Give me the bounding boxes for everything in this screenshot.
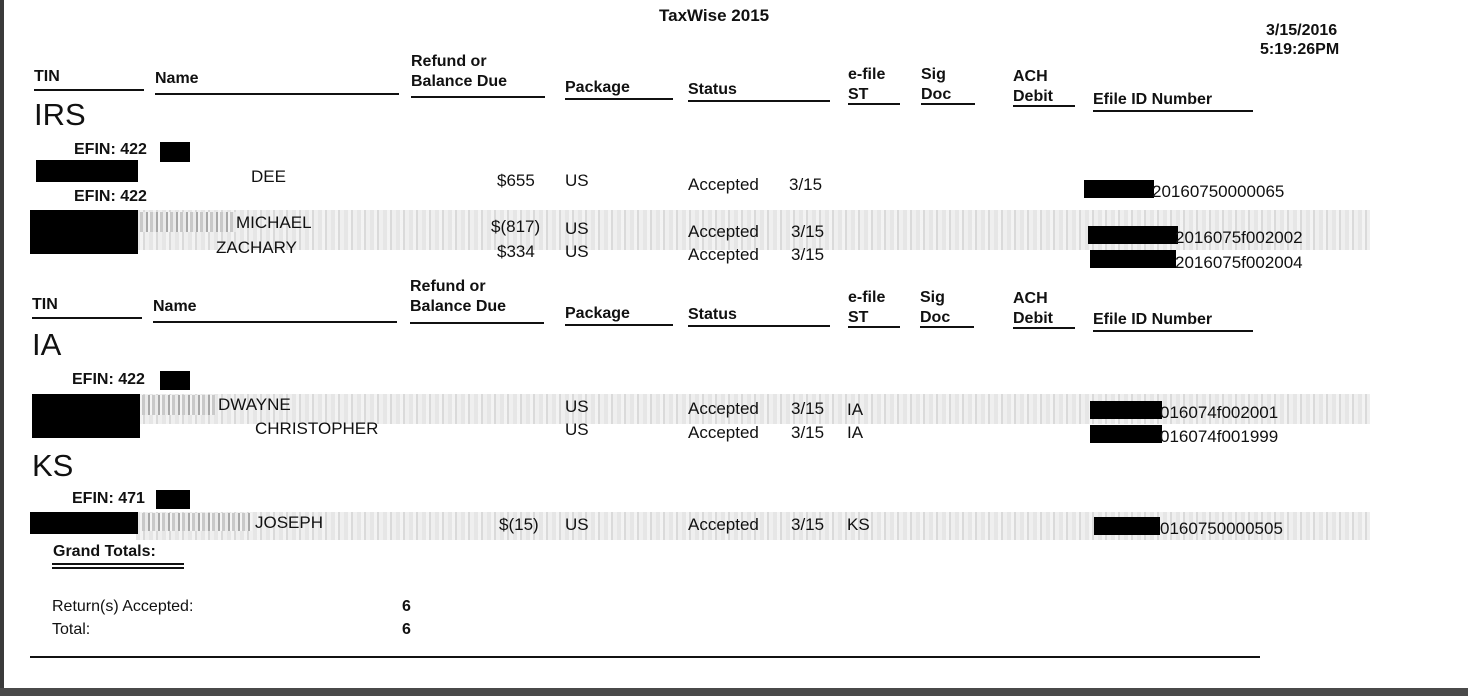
row-name: DWAYNE (218, 395, 291, 414)
section-title-irs: IRS (34, 97, 86, 132)
row-status: Accepted (688, 245, 759, 264)
col-tin (34, 67, 144, 91)
row-amount: $(15) (499, 515, 539, 534)
col-ach-debit (1013, 67, 1075, 107)
col-efile-line1: e-file (848, 289, 886, 306)
row-name: JOSEPH (255, 513, 324, 532)
efin-label-ia: EFIN: 422 (72, 371, 145, 388)
blurred-last-name (142, 395, 216, 415)
col-sig-line2: Doc (921, 86, 952, 103)
row-package: US (565, 420, 589, 439)
row-efile-id: 0160750000505 (1160, 519, 1283, 538)
row-date: 3/15 (791, 399, 825, 418)
redaction-tin (32, 394, 140, 438)
row-date: 3/15 (791, 245, 825, 264)
col-sig-doc (920, 288, 974, 328)
row-efile-st: IA (847, 400, 864, 419)
row-amount: $655 (497, 171, 535, 190)
col-sig-line1: Sig (920, 289, 945, 306)
col-name (155, 69, 399, 95)
col-status-label: Status (688, 81, 737, 98)
efin-label-irs-1: EFIN: 422 (74, 141, 147, 158)
row-status: Accepted (688, 222, 759, 241)
redaction-efile-id (1094, 517, 1160, 535)
row-package: US (565, 515, 589, 534)
col-efile-line2: ST (848, 309, 869, 326)
col-sig-doc (921, 65, 975, 105)
row-date: 3/15 (791, 423, 825, 442)
col-tin-label: TIN (34, 68, 60, 85)
redaction-efin-irs-1 (160, 142, 190, 162)
row-package: US (565, 242, 589, 261)
report-time: 5:19:26PM (1260, 41, 1340, 58)
col-name-label: Name (155, 70, 199, 87)
row-date: 3/15 (791, 515, 825, 534)
accepted-value: 6 (402, 598, 411, 615)
efin-label-irs-2: EFIN: 422 (74, 188, 147, 205)
efin-label-ks: EFIN: 471 (72, 490, 145, 507)
col-refund (411, 52, 545, 98)
col-status (688, 305, 830, 327)
row-status: Accepted (688, 175, 759, 194)
row-efile-id: 20160750000065 (1152, 182, 1285, 201)
blurred-last-name (142, 513, 252, 531)
col-ach-line2: Debit (1013, 310, 1053, 327)
col-efile-line1: e-file (848, 66, 886, 83)
col-package (565, 78, 673, 100)
redaction-efile-id (1084, 180, 1154, 198)
total-value: 6 (402, 621, 411, 638)
col-refund-line1: Refund or (411, 53, 487, 70)
col-efile-id (1093, 90, 1253, 112)
col-tin-label: TIN (32, 296, 58, 313)
total-label: Total: (52, 621, 91, 638)
col-efile-id-label: Efile ID Number (1093, 91, 1213, 108)
row-date: 3/15 (791, 222, 825, 241)
grand-totals-heading: Grand Totals: (53, 543, 156, 560)
row-package: US (565, 171, 589, 190)
col-efile-id-label: Efile ID Number (1093, 311, 1213, 328)
row-status: Accepted (688, 399, 759, 418)
row-amount: $(817) (491, 217, 541, 236)
row-package: US (565, 397, 589, 416)
row-package: US (565, 219, 589, 238)
row-status: Accepted (688, 423, 759, 442)
col-tin (32, 295, 142, 319)
row-name: ZACHARY (216, 238, 297, 257)
row-efile-st: KS (847, 515, 870, 534)
scan-frame-bottom-edge (0, 688, 1468, 696)
col-name-label: Name (153, 298, 197, 315)
report-date: 3/15/2016 (1266, 22, 1338, 39)
section-title-ia: IA (32, 327, 62, 362)
grand-totals-underline (52, 563, 184, 565)
col-refund (410, 277, 544, 324)
col-sig-line1: Sig (921, 66, 946, 83)
row-efile-id: 016074f001999 (1160, 427, 1279, 446)
col-refund-line2: Balance Due (411, 73, 508, 90)
row-efile-id: 2016075f002004 (1175, 253, 1303, 272)
redaction-tin (36, 160, 138, 182)
col-status (688, 80, 830, 102)
row-efile-id: 2016075f002002 (1175, 228, 1303, 247)
col-sig-line2: Doc (920, 309, 951, 326)
grand-totals-double-underline (52, 567, 184, 569)
redaction-efin-ks (156, 490, 190, 509)
row-name: CHRISTOPHER (255, 419, 379, 438)
report-title: TaxWise 2015 (659, 6, 770, 25)
col-refund-line2: Balance Due (410, 298, 507, 315)
col-status-label: Status (688, 306, 737, 323)
col-efile-id (1093, 310, 1253, 332)
redaction-efile-id (1090, 425, 1162, 443)
redaction-tin (30, 210, 138, 254)
row-efile-id: 016074f002001 (1160, 403, 1279, 422)
col-ach-line1: ACH (1013, 290, 1048, 307)
col-ach-debit (1013, 289, 1075, 329)
row-date: 3/15 (789, 175, 823, 194)
col-name (153, 297, 397, 323)
col-efile-st (848, 65, 900, 105)
accepted-label: Return(s) Accepted: (52, 598, 194, 615)
col-efile-line2: ST (848, 86, 869, 103)
row-amount: $334 (497, 242, 535, 261)
footer-rule (30, 656, 1260, 658)
redaction-efile-id (1090, 401, 1162, 419)
col-ach-line1: ACH (1013, 68, 1048, 85)
row-name: DEE (251, 167, 286, 186)
redaction-efile-id (1090, 250, 1176, 268)
blurred-last-name (140, 212, 236, 232)
col-refund-line1: Refund or (410, 278, 486, 295)
col-ach-line2: Debit (1013, 88, 1053, 105)
row-name: MICHAEL (236, 213, 312, 232)
col-efile-st (848, 288, 900, 328)
row-status: Accepted (688, 515, 759, 534)
scan-frame-left-edge (0, 0, 4, 696)
col-package-label: Package (565, 79, 630, 96)
col-package-label: Package (565, 305, 630, 322)
col-package (565, 304, 673, 326)
redaction-tin (30, 512, 138, 534)
row-efile-st: IA (847, 423, 864, 442)
redaction-efile-id (1088, 226, 1178, 244)
redaction-efin-ia (160, 371, 190, 390)
section-title-ks: KS (32, 448, 74, 483)
